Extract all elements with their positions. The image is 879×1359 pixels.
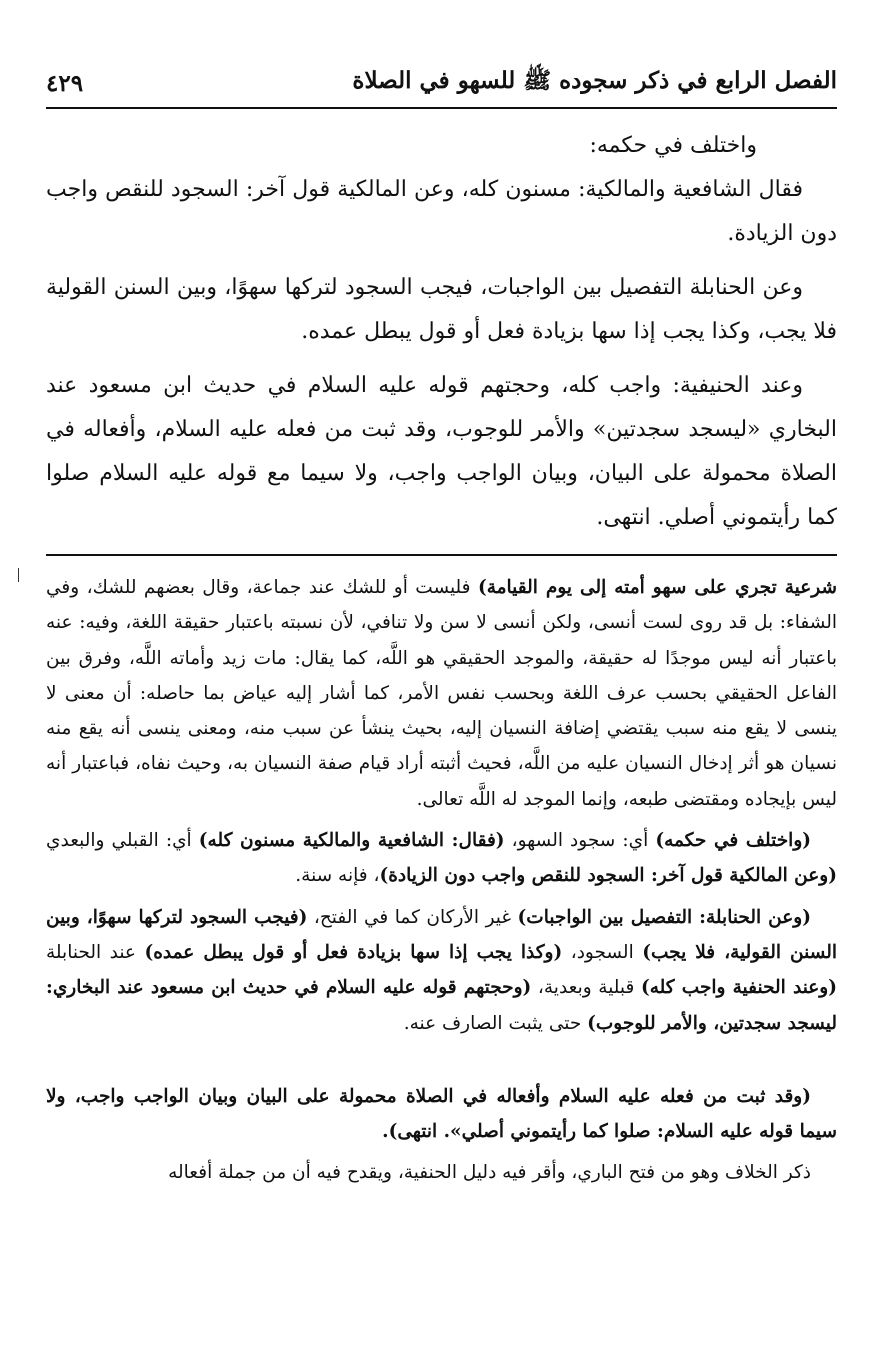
- commentary-separator: [46, 554, 837, 556]
- commentary-paragraph-1: [46, 570, 837, 817]
- commentary-gloss: فليست أو للشك عند جماعة، وقال بعضهم للشك، وفي الشفاء: بل قد روى لست أنسى، ولكن أنسى لا سن ولا تنافي، لأن نسبته باعتبار حقيقة اللغة، وفيه: عنه باعتبار أنه ليس موجدًا له حقيقة، والموجد الحقيقي هو اللَّه، كما يقال: مات زيد وأماته اللَّه، وفرق بين الفاعل الحقيقي بحسب عرف اللغة وبحسب نفس الأمر، كما أشار إليه عياض بما حاصله: أن معنى لا ينسى لا يقع منه سبب يقتضي إضافة النسيان إليه، بحيث ينشأ عن سبب منه، ومعنى ينسى أنه يقع منه نسيان هو أثر إدخال النسيان عليه من اللَّه، فحيث أثبته أراد قيام صفة النسيان به، وحيث نفاه، فباعتبار أنه ليس بإيجاده ومقتضى طبعه، وإنما الموجد له اللَّه تعالى.: [46, 577, 837, 810]
- running-header-title: الفصل الرابع في ذكر سجوده ﷺ للسهو في الصلاة: [352, 67, 837, 94]
- commentary-gloss: ، فإنه سنة.: [295, 865, 380, 887]
- main-paragraph-2: فقال الشافعية والمالكية: مسنون كله، وعن المالكية قول آخر: السجود للنقص واجب دون الزيادة.: [46, 177, 837, 246]
- commentary-gloss: قبلية وبعدية،: [531, 977, 641, 999]
- commentary-gloss: غير الأركان كما في الفتح،: [307, 906, 518, 928]
- main-paragraph-4: وعند الحنيفية: واجب كله، وحجتهم قوله عليه السلام في حديث ابن مسعود عند البخاري «ليسجد سجدتين» والأمر للوجوب، وقد ثبت من فعله عليه السلام، وأفعاله في الصلاة محمولة على البيان، وبيان الواجب واجب، ولا سيما مع قوله عليه السلام صلوا كما رأيتموني أصلي. انتهى.: [46, 373, 837, 530]
- commentary-gloss: أي: القبلي والبعدي: [46, 830, 199, 852]
- header-rule: [46, 107, 837, 109]
- commentary-quote: (وقد ثبت من فعله عليه السلام وأفعاله في الصلاة محمولة على البيان وبيان الواجب واجب، ولا سيما قوله عليه السلام: صلوا كما رأيتموني أصلي». انتهى).: [46, 1085, 837, 1143]
- commentary-quote: شرعية تجري على سهو أمته إلى يوم القيامة): [477, 577, 837, 598]
- commentary-quote: (وكذا يجب إذا سها بزيادة فعل أو قول يبطل عمده): [144, 941, 563, 963]
- commentary-paragraph-2: [46, 823, 837, 894]
- commentary-quote: (فقال: الشافعية والمالكية مسنون كله): [198, 830, 505, 852]
- main-paragraph-3: وعن الحنابلة التفصيل بين الواجبات، فيجب السجود لتركها سهوًا، وبين السنن القولية فلا يجب، وكذا يجب إذا سها بزيادة فعل أو قول يبطل عمده.: [46, 275, 837, 344]
- commentary-quote: (وعن المالكية قول آخر: السجود للنقص واجب دون الزيادة): [379, 865, 837, 887]
- main-text: [46, 124, 837, 550]
- running-header: [46, 58, 837, 108]
- commentary-quote: (وعند الحنفية واجب كله): [640, 977, 837, 999]
- margin-mark: [18, 568, 19, 582]
- commentary-gloss: حتى يثبت الصارف عنه.: [403, 1012, 588, 1034]
- commentary-quote: (وحجتهم قوله عليه السلام في حديث ابن مسعود عند البخاري: ليسجد سجدتين، والأمر للوجوب): [46, 977, 837, 1034]
- commentary-quote: (فيجب السجود لتركها سهوًا، وبين السنن القولية، فلا يجب): [46, 906, 837, 963]
- commentary-paragraph-5: ذكر الخلاف وهو من فتح الباري، وأقر فيه دليل الحنفية، ويقدح فيه أن من جملة أفعاله: [168, 1162, 811, 1184]
- commentary-paragraph-4: [46, 1079, 837, 1150]
- commentary-gloss: أي: سجود السهو،: [504, 830, 656, 852]
- page-number: ٤٢٩: [46, 69, 84, 97]
- commentary-quote: (وعن الحنابلة: التفصيل بين الواجبات): [517, 906, 811, 928]
- commentary-paragraph-3: [46, 900, 837, 1041]
- commentary-gloss: عند الحنابلة: [46, 941, 145, 963]
- commentary-quote: (واختلف في حكمه): [655, 830, 812, 852]
- commentary-gloss: السجود،: [562, 941, 643, 963]
- main-paragraph-1: واختلف في حكمه:: [589, 133, 757, 158]
- commentary-text: [46, 570, 837, 1197]
